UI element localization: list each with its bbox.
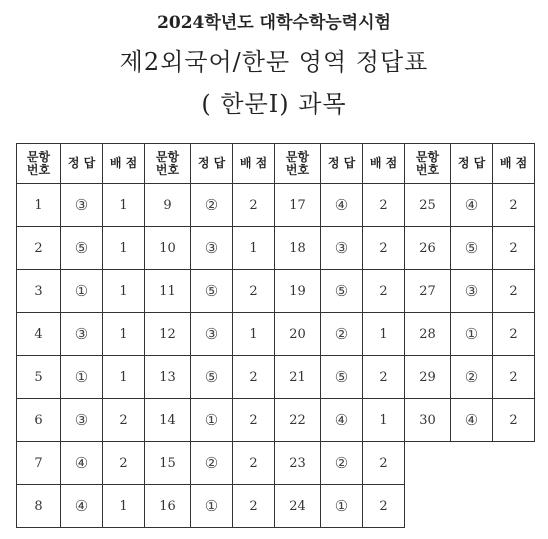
question-number-header: 문항 번호 <box>275 144 321 184</box>
question-number: 27 <box>405 270 451 313</box>
question-number: 23 <box>275 442 321 485</box>
question-number: 6 <box>17 399 61 442</box>
table-row <box>17 399 535 442</box>
points: 2 <box>233 442 275 485</box>
question-number: 29 <box>405 356 451 399</box>
correct-answer: ① <box>61 270 103 313</box>
question-number: 12 <box>145 313 191 356</box>
correct-answer: ⑤ <box>321 270 363 313</box>
question-number: 19 <box>275 270 321 313</box>
correct-answer: ⑤ <box>321 356 363 399</box>
points: 2 <box>363 184 405 227</box>
points: 1 <box>103 313 145 356</box>
table-row <box>17 313 535 356</box>
points: 2 <box>363 227 405 270</box>
correct-answer: ④ <box>321 399 363 442</box>
correct-answer-header: 정 답 <box>61 144 103 184</box>
table-row <box>17 442 535 485</box>
question-number: 20 <box>275 313 321 356</box>
question-number: 21 <box>275 356 321 399</box>
points: 2 <box>363 485 405 528</box>
points-header: 배 점 <box>103 144 145 184</box>
points: 2 <box>233 356 275 399</box>
question-number: 10 <box>145 227 191 270</box>
correct-answer: ③ <box>191 227 233 270</box>
correct-answer: ① <box>321 485 363 528</box>
points: 2 <box>233 270 275 313</box>
correct-answer: ⑤ <box>191 356 233 399</box>
question-number: 2 <box>17 227 61 270</box>
correct-answer: ④ <box>451 399 493 442</box>
points: 2 <box>233 485 275 528</box>
points: 2 <box>363 356 405 399</box>
question-number: 30 <box>405 399 451 442</box>
exam-title: 2024학년도 대학수학능력시험 <box>157 13 391 33</box>
empty-cell <box>405 442 535 528</box>
points: 2 <box>233 399 275 442</box>
points: 2 <box>103 442 145 485</box>
correct-answer-header: 정 답 <box>451 144 493 184</box>
question-number: 7 <box>17 442 61 485</box>
points: 2 <box>103 399 145 442</box>
question-number: 8 <box>17 485 61 528</box>
points: 2 <box>493 227 535 270</box>
correct-answer: ③ <box>61 313 103 356</box>
correct-answer: ⑤ <box>191 270 233 313</box>
points: 1 <box>103 270 145 313</box>
table-header-row <box>17 144 535 184</box>
correct-answer: ③ <box>321 227 363 270</box>
correct-answer: ③ <box>61 399 103 442</box>
points: 1 <box>103 485 145 528</box>
points: 2 <box>493 356 535 399</box>
question-number: 28 <box>405 313 451 356</box>
correct-answer: ② <box>191 442 233 485</box>
points: 1 <box>103 356 145 399</box>
points: 2 <box>493 313 535 356</box>
points: 2 <box>493 399 535 442</box>
question-number-header: 문항 번호 <box>145 144 191 184</box>
table-row <box>17 270 535 313</box>
correct-answer: ② <box>191 184 233 227</box>
correct-answer: ② <box>321 313 363 356</box>
question-number: 16 <box>145 485 191 528</box>
correct-answer: ① <box>191 399 233 442</box>
question-number: 26 <box>405 227 451 270</box>
points: 1 <box>363 399 405 442</box>
subject-title: ( 한문Ⅰ) 과목 <box>201 90 347 118</box>
question-number: 24 <box>275 485 321 528</box>
points: 1 <box>103 184 145 227</box>
correct-answer: ② <box>451 356 493 399</box>
points: 1 <box>363 313 405 356</box>
question-number: 5 <box>17 356 61 399</box>
question-number-header: 문항 번호 <box>405 144 451 184</box>
correct-answer: ⑤ <box>61 227 103 270</box>
points-header: 배 점 <box>233 144 275 184</box>
correct-answer: ④ <box>321 184 363 227</box>
points: 1 <box>233 313 275 356</box>
question-number: 1 <box>17 184 61 227</box>
question-number: 17 <box>275 184 321 227</box>
question-number: 9 <box>145 184 191 227</box>
correct-answer: ③ <box>451 270 493 313</box>
question-number: 15 <box>145 442 191 485</box>
question-number: 4 <box>17 313 61 356</box>
answer-table <box>16 143 535 528</box>
question-number: 25 <box>405 184 451 227</box>
points: 1 <box>233 227 275 270</box>
points-header: 배 점 <box>363 144 405 184</box>
correct-answer: ③ <box>61 184 103 227</box>
correct-answer: ② <box>321 442 363 485</box>
points: 2 <box>493 270 535 313</box>
correct-answer: ④ <box>451 184 493 227</box>
points-header: 배 점 <box>493 144 535 184</box>
correct-answer: ③ <box>191 313 233 356</box>
table-row <box>17 356 535 399</box>
points: 2 <box>363 442 405 485</box>
question-number: 22 <box>275 399 321 442</box>
table-row <box>17 184 535 227</box>
question-number: 13 <box>145 356 191 399</box>
question-number: 18 <box>275 227 321 270</box>
question-number: 11 <box>145 270 191 313</box>
points: 2 <box>493 184 535 227</box>
section-title: 제2외국어/한문 영역 정답표 <box>119 48 429 76</box>
question-number: 14 <box>145 399 191 442</box>
table-row <box>17 227 535 270</box>
question-number-header: 문항 번호 <box>17 144 61 184</box>
points: 2 <box>233 184 275 227</box>
correct-answer: ④ <box>61 442 103 485</box>
points: 2 <box>363 270 405 313</box>
correct-answer: ① <box>451 313 493 356</box>
points: 1 <box>103 227 145 270</box>
correct-answer: ① <box>61 356 103 399</box>
question-number: 3 <box>17 270 61 313</box>
correct-answer-header: 정 답 <box>191 144 233 184</box>
correct-answer: ⑤ <box>451 227 493 270</box>
correct-answer: ④ <box>61 485 103 528</box>
correct-answer: ① <box>191 485 233 528</box>
correct-answer-header: 정 답 <box>321 144 363 184</box>
